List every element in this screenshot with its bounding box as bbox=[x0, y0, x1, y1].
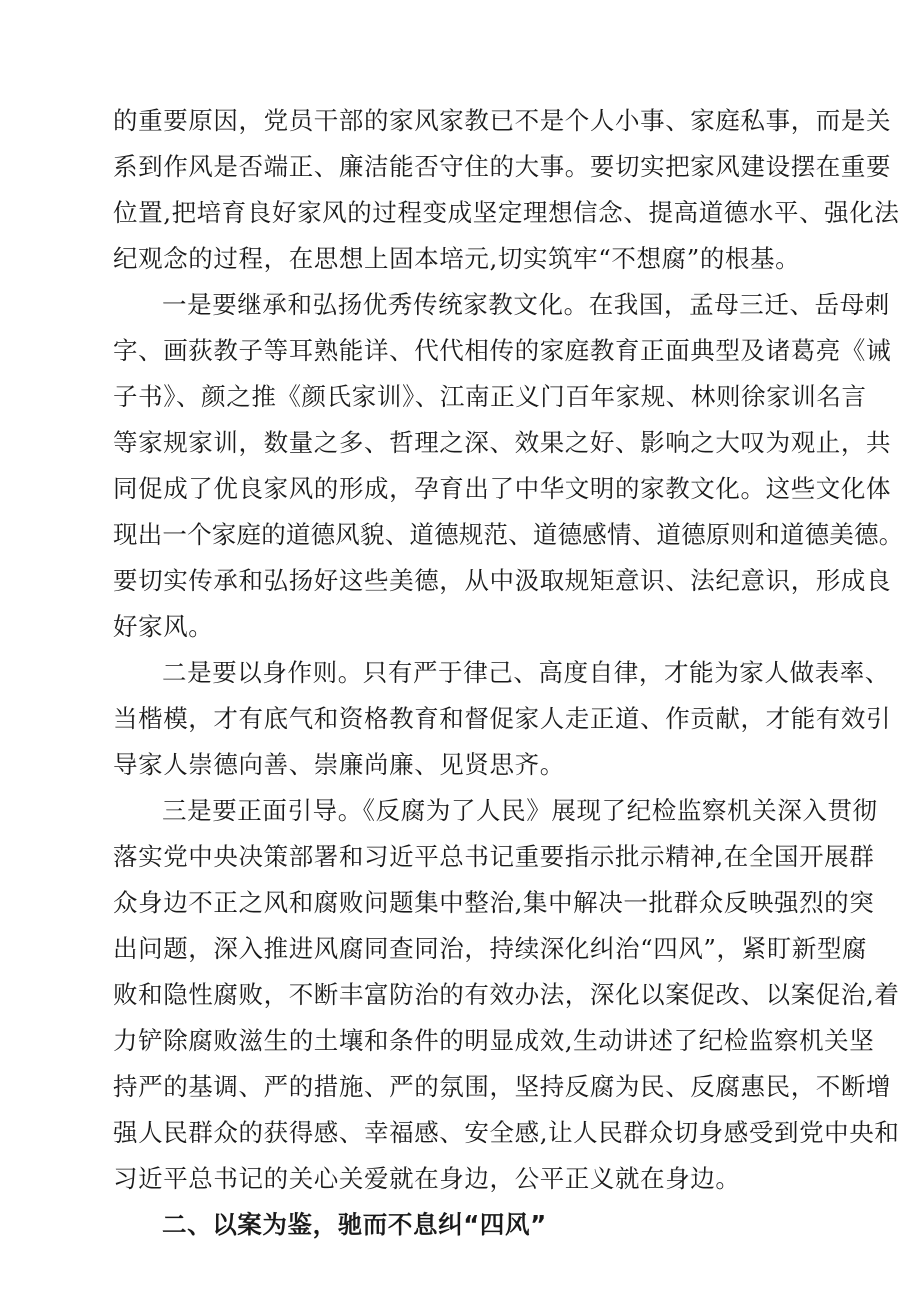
text-line: 出问题，深入推进风腐同查同治，持续深化纠治“四风”，紧盯新型腐 bbox=[113, 934, 868, 963]
text-line: 等家规家训，数量之多、哲理之深、效果之好、影响之大叹为观止，共 bbox=[113, 428, 892, 457]
text-line: 系到作风是否端正、廉洁能否守住的大事。要切实把家风建设摆在重要 bbox=[113, 152, 892, 181]
text-line: 一是要继承和弘扬优秀传统家教文化。在我国，孟母三迁、岳母刺 bbox=[162, 290, 890, 319]
text-line: 力铲除腐败滋生的土壤和条件的明显成效,生动讲述了纪检监察机关坚 bbox=[113, 1026, 875, 1055]
text-line: 强人民群众的获得感、幸福感、安全感,让人民群众切身感受到党中央和 bbox=[113, 1118, 900, 1147]
text-line: 习近平总书记的关心关爱就在身边，公平正义就在身边。 bbox=[113, 1164, 741, 1193]
text-line: 的重要原因，党员干部的家风家教已不是个人小事、家庭私事，而是关 bbox=[113, 106, 892, 135]
text-line: 持严的基调、严的措施、严的氛围，坚持反腐为民、反腐惠民，不断增 bbox=[113, 1072, 892, 1101]
text-line: 子书》、颜之推《颜氏家训》、江南正义门百年家规、林则徐家训名言 bbox=[113, 382, 867, 411]
text-line: 众身边不正之风和腐败问题集中整治,集中解决一批群众反映强烈的突 bbox=[113, 888, 875, 917]
text-line: 要切实传承和弘扬好这些美德，从中汲取规矩意识、法纪意识，形成良 bbox=[113, 566, 892, 595]
text-line: 字、画荻教子等耳熟能详、代代相传的家庭教育正面典型及诸葛亮《诫 bbox=[113, 336, 892, 365]
text-line: 纪观念的过程，在思想上固本培元,切实筑牢“不想腐”的根基。 bbox=[113, 244, 801, 273]
text-line: 好家风。 bbox=[113, 612, 214, 641]
text-line: 同促成了优良家风的形成，孕育出了中华文明的家教文化。这些文化体 bbox=[113, 474, 892, 503]
text-line: 导家人崇德向善、崇廉尚廉、见贤思齐。 bbox=[113, 750, 565, 779]
text-line: 二是要以身作则。只有严于律己、高度自律，才能为家人做表率、 bbox=[162, 658, 890, 687]
text-line: 位置,把培育良好家风的过程变成坚定理想信念、提高道德水平、强化法 bbox=[113, 198, 900, 227]
section-heading: 二、以案为鉴，驰而不息纠“四风” bbox=[162, 1210, 547, 1239]
text-line: 当楷模，才有底气和资格教育和督促家人走正道、作贡献，才能有效引 bbox=[113, 704, 892, 733]
text-line: 三是要正面引导。《反腐为了人民》展现了纪检监察机关深入贯彻 bbox=[162, 796, 878, 825]
text-line: 现出一个家庭的道德风貌、道德规范、道德感情、道德原则和道德美德。 bbox=[113, 520, 904, 549]
text-line: 落实党中央决策部署和习近平总书记重要指示批示精神,在全国开展群 bbox=[113, 842, 875, 871]
text-line: 败和隐性腐败，不断丰富防治的有效办法，深化以案促改、以案促治,着 bbox=[113, 980, 900, 1009]
